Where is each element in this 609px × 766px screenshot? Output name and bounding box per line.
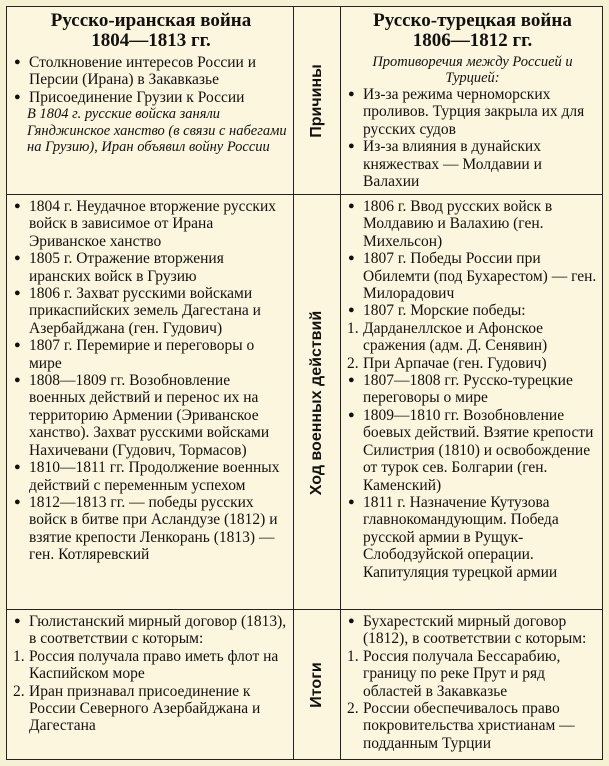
item-text: Иран признавал присоединение к России Северного Азербайджана и Дагестана	[29, 682, 261, 735]
course-left-list	[13, 198, 289, 564]
list-item: ● 1805 г. Отражение вторжения иранских войск в Грузию	[13, 250, 289, 285]
causes-right-cell	[341, 7, 602, 194]
row-label-cell	[293, 7, 341, 194]
results-left-intro-list	[13, 613, 289, 648]
list-item: ● 1810—1811 гг. Продолжение военных действий с переменным успехом	[13, 459, 289, 494]
list-item	[13, 648, 289, 683]
list-item: ● 1807 г. Победы России при Обилемти (под Бухарестом) — ген. Милорадович	[347, 250, 598, 302]
row-causes	[7, 7, 602, 194]
right-war-heading	[347, 11, 598, 51]
row-label-course: Ход военных действий	[308, 310, 325, 495]
left-war-years: 1804—1813 гг.	[91, 30, 211, 51]
causes-right-list	[347, 86, 598, 190]
list-item: ● Бухарестский мирный договор (1812), в соответствии с которым:	[347, 613, 598, 648]
list-item: ● 1806 г. Ввод русских войск в Молдавию и Валахию (ген. Михельсон)	[347, 198, 598, 250]
list-item: ● Столкновение интересов России и Персии (Ирана) в Закавказье	[13, 54, 289, 89]
course-right-naval-list	[347, 320, 598, 372]
course-right-list-a	[347, 198, 598, 320]
right-war-title: Русско-турецкая война	[373, 10, 572, 31]
item-number: 1.	[347, 319, 359, 337]
list-item: ● 1809—1810 гг. Возобновление боевых действий. Взятие крепости Силистрия (1810) и освобождение от турок сев. Болгарии (ген. Каменский)	[347, 407, 598, 494]
item-number: 1.	[13, 647, 25, 665]
list-item: ● 1806 г. Захват русскими войсками прикаспийских земель Дагестана и Азербайджана (ген. Гудович)	[13, 285, 289, 337]
list-item: ● 1807 г. Морские победы:	[347, 302, 598, 319]
list-item	[347, 700, 598, 752]
item-text: России обеспечивалось право покровительства христианам — подданным Турции	[363, 700, 575, 752]
item-text: Россия получала право иметь флот на Каспийском море	[29, 647, 279, 683]
results-right-numbered	[347, 648, 598, 752]
course-right-list-b	[347, 372, 598, 581]
list-item	[347, 648, 598, 700]
row-label-results: Итоги	[308, 662, 325, 708]
causes-left-note: В 1804 г. русские войска заняли Гянджинское ханство (в связи с набегами на Грузию), Иран объявил войну России	[27, 106, 287, 156]
right-war-years: 1806—1812 гг.	[412, 30, 533, 51]
course-left-cell	[7, 195, 293, 610]
left-war-heading	[13, 11, 289, 51]
list-item: ● 1804 г. Неудачное вторжение русских войск в зависимое от Ирана Эриванское ханство	[13, 198, 289, 250]
course-right-cell	[341, 195, 602, 610]
list-item: ● 1812—1813 гг. — победы русских войск в битве при Асландузе (1812) и взятие крепости Ленкорань (1813) — ген. Котляревский	[13, 494, 289, 564]
row-label-causes: Причины	[308, 63, 325, 138]
item-number: 2.	[347, 700, 359, 718]
row-label-cell	[293, 195, 341, 610]
item-text: При Арпачае (ген. Гудович)	[363, 354, 547, 372]
list-item: ● Гюлистанский мирный договор (1813), в соответствии с которым:	[13, 613, 289, 648]
results-left-cell	[7, 610, 293, 760]
list-item	[347, 320, 598, 355]
row-results	[7, 609, 602, 760]
list-item	[13, 683, 289, 735]
list-item: ● Из-за режима черноморских проливов. Турция закрыла их для русских судов	[347, 86, 598, 138]
causes-left-cell	[7, 7, 293, 194]
item-text: Дарданеллское и Афонское сражения (адм. Д. Сенявин)	[363, 319, 548, 355]
causes-right-intro: Противоречия между Россией и Турцией:	[372, 54, 573, 86]
comparison-table	[6, 6, 603, 760]
list-item: ● 1808—1809 гг. Возобновление военных действий и перенос их на территорию Армении (Эриванское ханство). Захват русскими войсками Нахичевани (Гудович, Тормасов)	[13, 372, 289, 459]
item-number: 2.	[347, 354, 359, 372]
list-item: ● Присоединение Грузии к России	[13, 89, 289, 106]
causes-left-list	[13, 54, 289, 106]
left-war-title: Русско-иранская война	[50, 10, 252, 31]
list-item	[347, 355, 598, 372]
results-right-cell	[341, 610, 602, 760]
results-right-intro-list	[347, 613, 598, 648]
item-number: 1.	[347, 647, 359, 665]
list-item: ● 1807—1808 гг. Русско-турецкие переговоры о мире	[347, 372, 598, 407]
item-text: Россия получала Бессарабию, границу по реке Прут и ряд областей в Закавказье	[363, 647, 561, 700]
results-left-numbered	[13, 648, 289, 735]
list-item: ● 1811 г. Назначение Кутузова главнокомандующим. Победа русской армии в Рущук-Слободзуйской операции. Капитуляция турецкой армии	[347, 494, 598, 581]
row-label-cell	[293, 610, 341, 760]
list-item: ● 1807 г. Перемирие и переговоры о мире	[13, 337, 289, 372]
list-item: ● Из-за влияния в дунайских княжествах — Молдавии и Валахии	[347, 138, 598, 190]
row-course	[7, 194, 602, 610]
item-number: 2.	[13, 682, 25, 700]
